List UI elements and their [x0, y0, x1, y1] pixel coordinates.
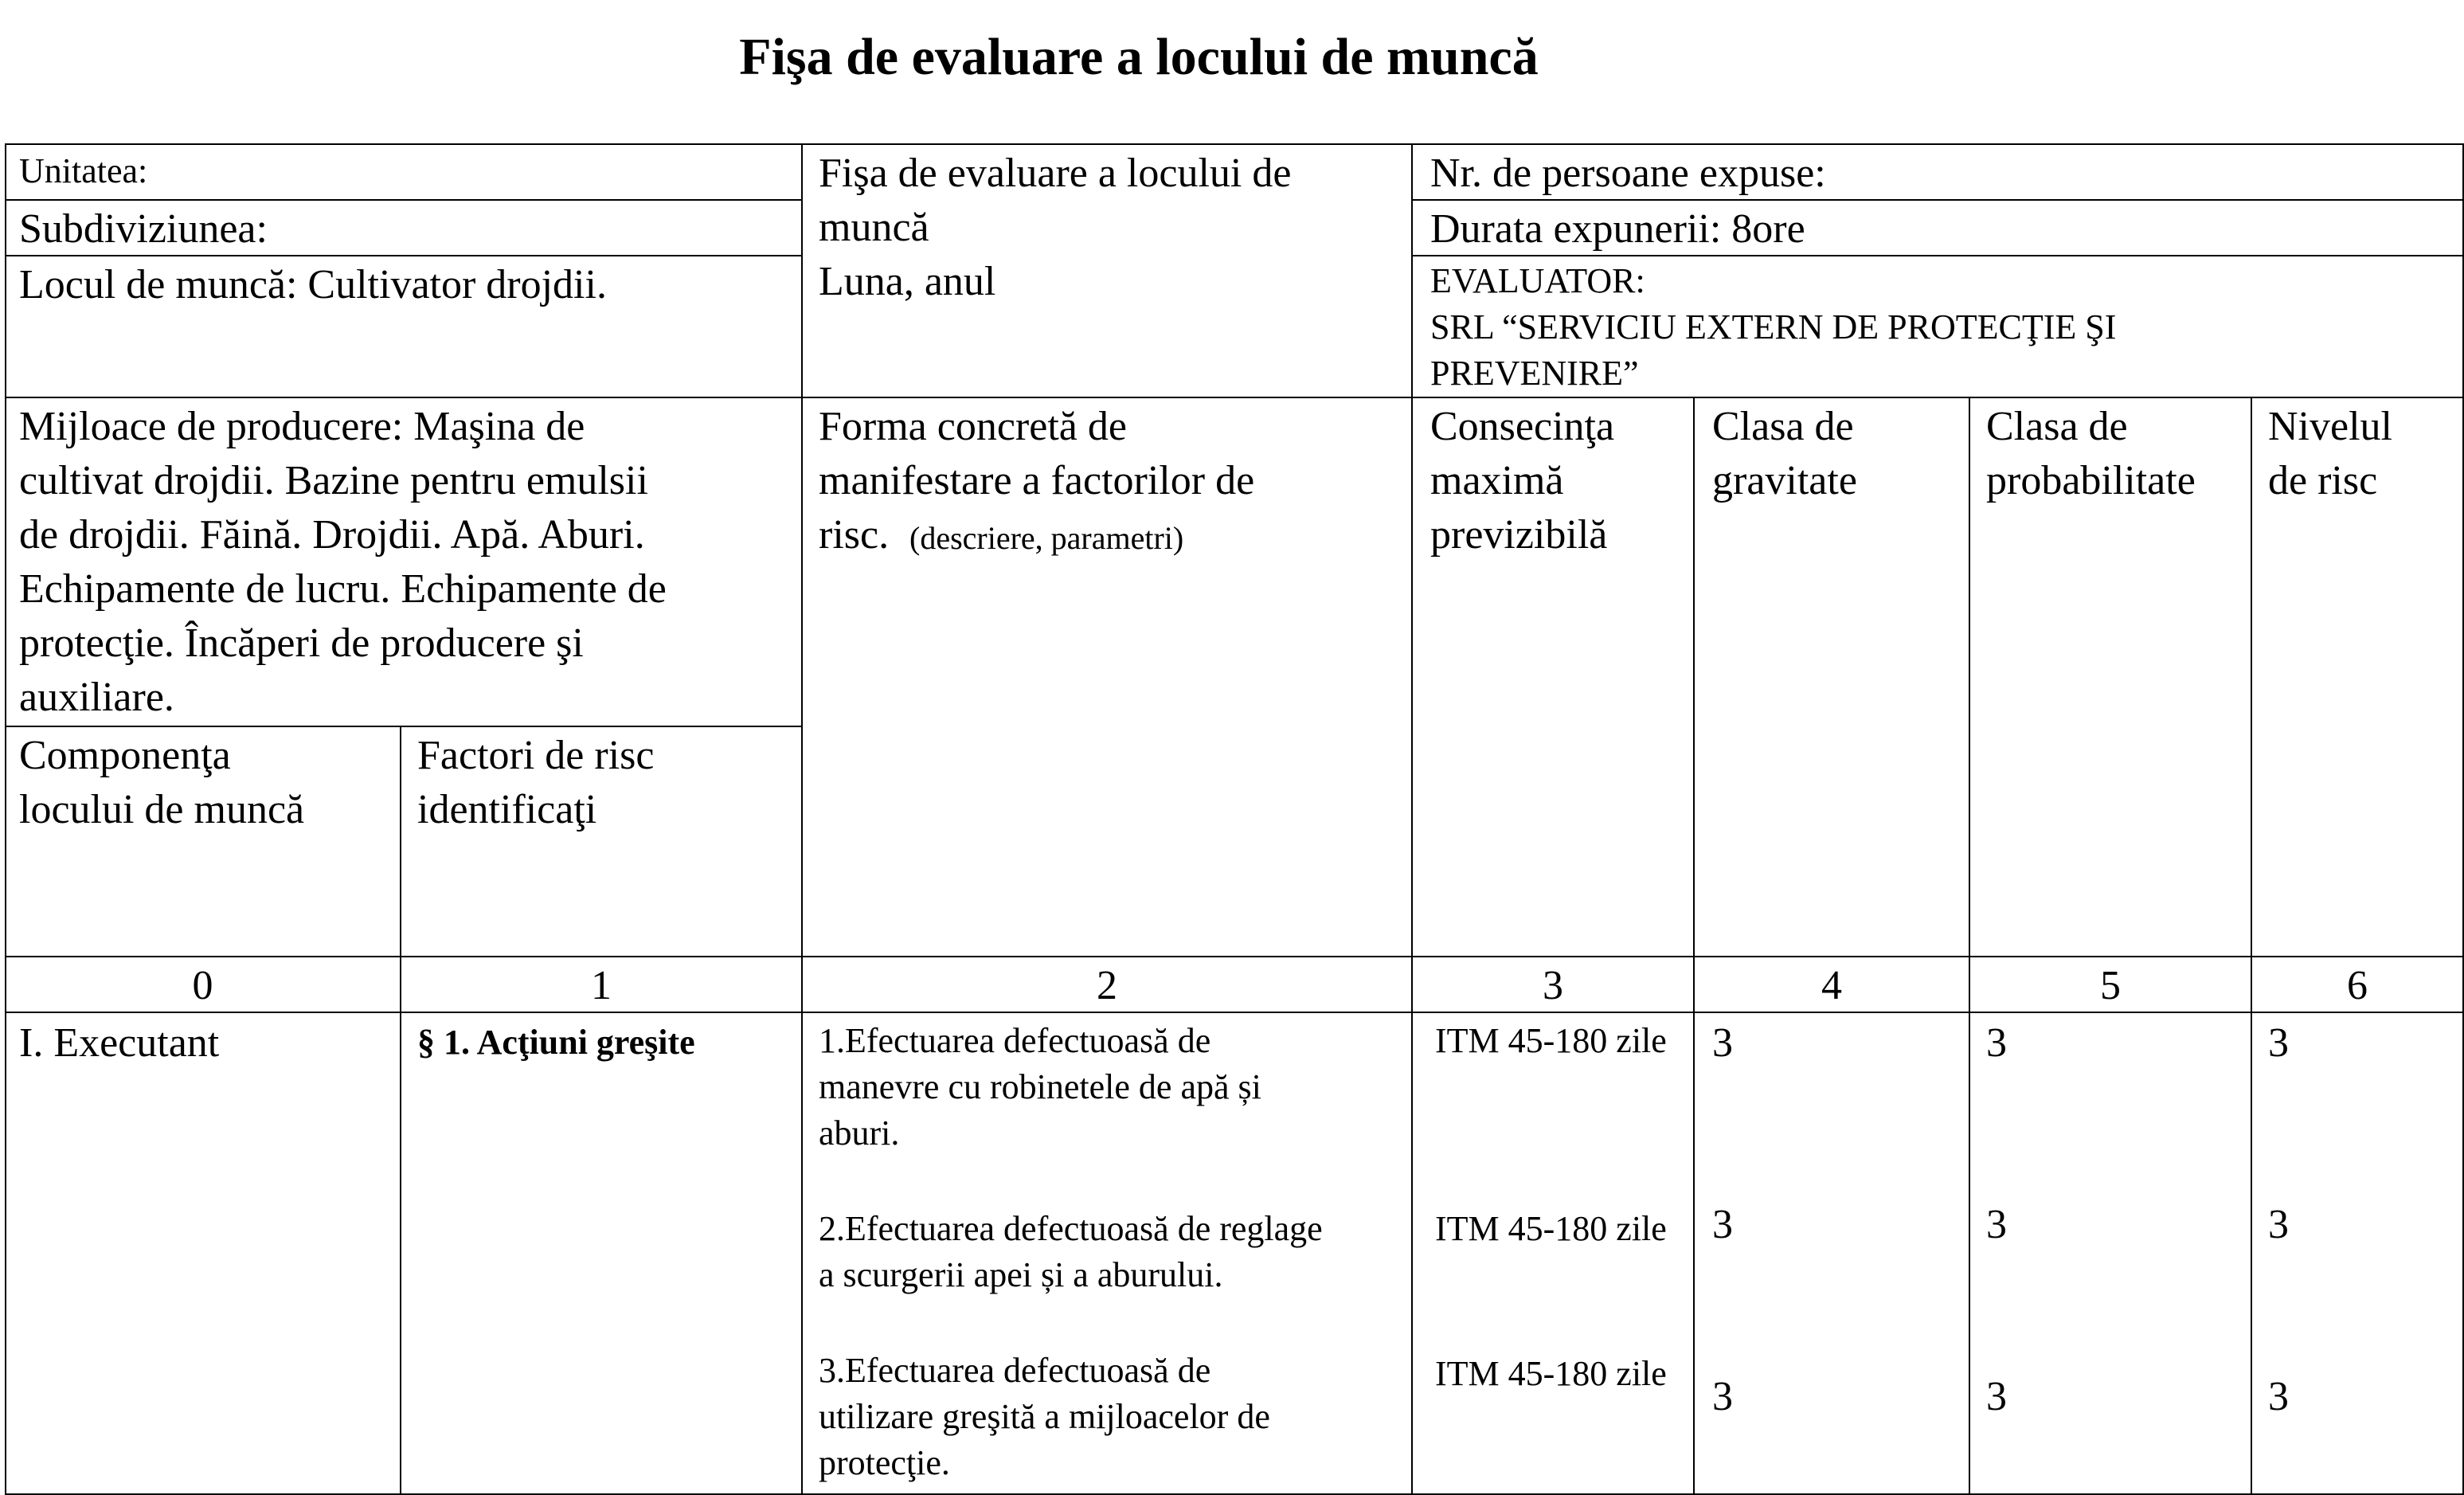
col-header-form: risc.: [819, 512, 890, 558]
rule: [5, 397, 2464, 398]
col-header-consequence: previzibilă: [1430, 512, 1608, 558]
rule: [801, 143, 803, 1495]
means-line: protecţie. Încăperi de producere şi: [19, 620, 584, 666]
gravity-cell: 3: [1712, 1202, 1733, 1247]
col-header-risk: de risc: [2268, 458, 2378, 503]
risk-level-cell: 3: [2268, 1020, 2289, 1066]
col-header-factors: identificaţi: [417, 787, 597, 832]
evaluator-name: PREVENIRE”: [1430, 354, 1639, 393]
workplace-label: Locul de muncă: Cultivator drojdii.: [19, 262, 607, 307]
subdivision-label: Subdiviziunea:: [19, 206, 268, 252]
means-line: Echipamente de lucru. Echipamente de: [19, 566, 667, 612]
table-border-left: [5, 143, 6, 1495]
exposure-duration: Durata expunerii: 8ore: [1430, 206, 1805, 252]
rule: [1693, 397, 1695, 1495]
exposed-persons-label: Nr. de persoane expuse:: [1430, 151, 1826, 196]
rule: [5, 199, 802, 201]
col-header-gravity: Clasa de: [1712, 404, 1854, 449]
col-header-risk: Nivelul: [2268, 404, 2392, 449]
col-header-form: Forma concretă de: [819, 404, 1127, 449]
col-header-gravity: gravitate: [1712, 458, 1857, 503]
col-header-component: Componenţa: [19, 733, 231, 778]
col-header-form-note: (descriere, parametri): [909, 520, 1184, 556]
probability-cell: 3: [1986, 1020, 2007, 1066]
column-number: 4: [1821, 963, 1842, 1008]
means-line: de drojdii. Făină. Drojdii. Apă. Aburi.: [19, 512, 645, 558]
component-cell: I. Executant: [19, 1020, 220, 1066]
rule: [400, 726, 401, 1495]
rule: [5, 726, 802, 727]
consequence-cell: ITM 45-180 zile: [1435, 1354, 1667, 1393]
risk-description-line: 2.Efectuarea defectuoasă de reglage: [819, 1209, 1323, 1248]
gravity-cell: 3: [1712, 1020, 1733, 1066]
risk-description-line: aburi.: [819, 1113, 900, 1153]
rule: [1969, 397, 1970, 1495]
consequence-cell: ITM 45-180 zile: [1435, 1021, 1667, 1060]
sheet-label-line: Fişa de evaluare a locului de: [819, 151, 1292, 196]
rule: [5, 956, 2464, 957]
risk-description-line: 1.Efectuarea defectuoasă de: [819, 1021, 1211, 1060]
month-year-label: Luna, anul: [819, 259, 996, 304]
col-header-component: locului de muncă: [19, 787, 305, 832]
column-number: 1: [591, 963, 612, 1008]
factor-cell: § 1. Acţiuni greşite: [417, 1023, 695, 1062]
rule: [2251, 397, 2252, 1495]
col-header-form: manifestare a factorilor de: [819, 458, 1255, 503]
col-header-factors: Factori de risc: [417, 733, 655, 778]
table-border-top: [5, 143, 2464, 145]
probability-cell: 3: [1986, 1202, 2007, 1247]
evaluator-name: SRL “SERVICIU EXTERN DE PROTECŢIE ŞI: [1430, 307, 2117, 346]
risk-level-cell: 3: [2268, 1374, 2289, 1419]
col-header-consequence: Consecinţa: [1430, 404, 1615, 449]
risk-description-line: protecţie.: [819, 1443, 950, 1482]
probability-cell: 3: [1986, 1374, 2007, 1419]
col-header-probability: Clasa de: [1986, 404, 2128, 449]
risk-description-line: 3.Efectuarea defectuoasă de: [819, 1351, 1211, 1390]
risk-level-cell: 3: [2268, 1202, 2289, 1247]
document-title: Fişa de evaluare a locului de muncă: [739, 28, 1539, 86]
sheet-label-line: muncă: [819, 205, 929, 250]
column-number: 0: [192, 963, 213, 1008]
consequence-cell: ITM 45-180 zile: [1435, 1209, 1667, 1248]
rule: [1411, 143, 1413, 1495]
means-line: Mijloace de producere: Maşina de: [19, 404, 585, 449]
means-line: auxiliare.: [19, 675, 174, 720]
column-number: 3: [1543, 963, 1563, 1008]
risk-description-line: utilizare greşită a mijloacelor de: [819, 1397, 1270, 1436]
gravity-cell: 3: [1712, 1374, 1733, 1419]
column-number: 6: [2347, 963, 2368, 1008]
risk-description-line: manevre cu robinetele de apă și: [819, 1067, 1261, 1106]
col-header-consequence: maximă: [1430, 458, 1564, 503]
evaluator-label: EVALUATOR:: [1430, 261, 1645, 300]
means-line: cultivat drojdii. Bazine pentru emulsii: [19, 458, 648, 503]
risk-description-line: a scurgerii apei și a aburului.: [819, 1255, 1223, 1294]
column-number: 2: [1097, 963, 1117, 1008]
col-header-probability: probabilitate: [1986, 458, 2196, 503]
column-number: 5: [2100, 963, 2121, 1008]
unit-label: Unitatea:: [19, 151, 148, 190]
